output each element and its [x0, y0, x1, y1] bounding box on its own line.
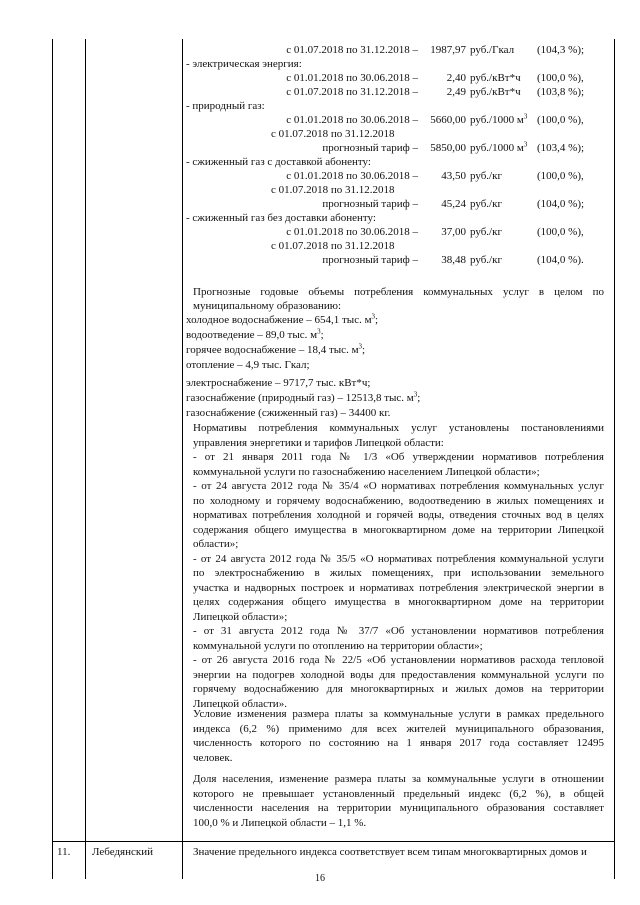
table-divider-2 — [182, 39, 183, 879]
tariff-value: 5850,00 — [430, 142, 466, 154]
paragraph-line: Нормативы потребления коммунальных услуг установлены постановлениями — [193, 422, 604, 434]
tariff-unit: руб./1000 $м^3$ — [470, 140, 528, 154]
tariff-percent: (100,0 %), — [537, 114, 584, 126]
tariff-value: 43,50 — [441, 170, 466, 182]
paragraph-line: - от 24 августа 2012 года № 35/5 «О нормативах потребления коммунальной услуги — [193, 552, 604, 565]
volume-item: холодное водоснабжение – 654,1 тыс. $м^3$; — [186, 312, 379, 326]
table-row-separator — [52, 841, 615, 842]
paragraph-line: - от 26 августа 2016 года № 22/5 «Об установлении нормативов расхода тепловой — [193, 654, 604, 666]
superscript: 3 — [413, 390, 418, 399]
superscript: 3 — [371, 312, 376, 321]
tariff-unit: руб./кг — [470, 198, 502, 210]
paragraph-line: по холодному и горячему водоснабжению, водоотведению в жилых помещениях и — [193, 494, 604, 507]
tariff-value: 2,49 — [446, 86, 466, 98]
volume-item: электроснабжение – 9717,7 тыс. кВт*ч; — [186, 377, 371, 389]
tariff-period: с 01.07.2018 по 31.12.2018 – — [286, 86, 418, 98]
tariff-value: 45,24 — [441, 198, 466, 210]
tariff-unit: руб./кВт*ч — [470, 86, 521, 98]
paragraph-line: энергии на подогрев холодной воды для предоставления коммунальной услуги по — [193, 668, 604, 681]
tariff-period: с 01.01.2018 по 30.06.2018 – — [286, 114, 418, 126]
paragraph-line: управления энергетики и тарифов Липецкой области: — [193, 436, 444, 449]
paragraph-line: Липецкой области». — [193, 697, 287, 710]
volume-item: горячее водоснабжение – 18,4 тыс. $м^3$; — [186, 342, 366, 356]
tariff-value: 2,40 — [446, 72, 466, 84]
tariff-period: с 01.01.2018 по 30.06.2018 – — [286, 226, 418, 238]
tariff-period: прогнозный тариф – — [322, 198, 418, 210]
tariff-percent: (104,0 %). — [537, 254, 584, 266]
paragraph-line: Условие изменения размера платы за коммунальные услуги в рамках предельного — [193, 708, 604, 720]
tariff-percent: (104,3 %); — [537, 44, 585, 56]
paragraph-line: нормативах потребления холодной и горячей воды, отведения сточных вод в целях — [193, 509, 604, 521]
tariff-value: 38,48 — [441, 254, 466, 266]
paragraph-line: участка и надворных построек и нормативах потребления электрической энергии в — [193, 581, 604, 594]
paragraph-line: коммунальной услуги по газоснабжению населением Липецкой области»; — [193, 465, 540, 478]
paragraph-line: численности населения на территории муниципального образования составляет — [193, 802, 604, 814]
tariff-heading: - электрическая энергия: — [186, 58, 302, 70]
table-border-right — [614, 39, 615, 879]
tariff-unit: руб./кг — [470, 170, 502, 182]
tariff-unit: руб./кг — [470, 254, 502, 266]
superscript: 3 — [358, 342, 363, 351]
tariff-unit: руб./Гкал — [470, 44, 515, 56]
paragraph-line: - от 24 августа 2012 года № 35/4 «О нормативах потребления коммунальных услуг — [193, 480, 604, 492]
paragraph-line: - от 21 января 2011 года № 1/3 «Об утверждении нормативов потребления — [193, 451, 604, 463]
tariff-unit: руб./кг — [470, 226, 502, 238]
tariff-period: прогнозный тариф – — [322, 254, 418, 266]
paragraph-line: 100,0 % и Липецкой области – 1,1 %. — [193, 816, 367, 829]
tariff-percent: (103,4 %); — [537, 142, 585, 154]
paragraph-line: - от 31 августа 2012 года № 37/7 «Об установлении нормативов потребления — [193, 625, 604, 637]
volume-item: газоснабжение (сжиженный газ) – 34400 кг. — [186, 407, 391, 419]
tariff-period: с 01.07.2018 по 31.12.2018 — [271, 184, 395, 196]
volume-item: отопление – 4,9 тыс. Гкал; — [186, 359, 310, 371]
tariff-percent: (103,8 %); — [537, 86, 585, 98]
superscript: 3 — [317, 327, 321, 336]
table-divider-1 — [85, 39, 86, 879]
paragraph-line: целях содержания общего имущества в многоквартирном доме на территории — [193, 596, 604, 608]
tariff-heading: - природный газ: — [186, 100, 265, 112]
paragraph-line: Доля населения, изменение размера платы за коммунальные услуги в отношении — [193, 773, 604, 785]
paragraph-line: горячему водоснабжению для многоквартирных и жилых домов на территории — [193, 683, 604, 695]
tariff-percent: (104,0 %); — [537, 198, 585, 210]
tariff-percent: (100,0 %), — [537, 170, 584, 182]
paragraph-line: по электроснабжению в жилых помещениях, при использовании земельного — [193, 567, 604, 579]
tariff-percent: (100,0 %), — [537, 72, 584, 84]
tariff-period: с 01.07.2018 по 31.12.2018 – — [286, 44, 418, 56]
page-number: 16 — [315, 873, 325, 884]
superscript: 3 — [523, 112, 528, 121]
paragraph-line: которого не превышает установленный предельный индекс (6,2 %), в общей — [193, 787, 604, 800]
volume-item: водоотведение – 89,0 тыс. $м^3$; — [186, 327, 324, 341]
tariff-unit: руб./1000 $м^3$ — [470, 112, 528, 126]
tariff-value: 1987,97 — [430, 44, 466, 56]
tariff-period: с 01.07.2018 по 31.12.2018 — [271, 128, 395, 140]
tariff-period: с 01.01.2018 по 30.06.2018 – — [286, 170, 418, 182]
superscript: 3 — [523, 140, 528, 149]
table-border-left — [52, 39, 53, 879]
paragraph-line: коммунальной услуги по отоплению на территории области»; — [193, 639, 483, 652]
paragraph-line: человек. — [193, 751, 233, 764]
tariff-percent: (100,0 %), — [537, 226, 584, 238]
tariff-value: 37,00 — [441, 226, 466, 238]
tariff-value: 5660,00 — [430, 114, 466, 126]
tariff-period: с 01.07.2018 по 31.12.2018 — [271, 240, 395, 252]
tariff-heading: - сжиженный газ с доставкой абоненту: — [186, 156, 371, 168]
tariff-unit: руб./кВт*ч — [470, 72, 521, 84]
district-name: Лебедянский — [92, 846, 153, 858]
volumes-intro: Прогнозные годовые объемы потребления коммунальных услуг в целом по муниципальному образованию: — [193, 286, 604, 312]
paragraph-line: содержания общего имущества в многоквартирном доме на территории Липецкой — [193, 523, 604, 536]
paragraph-line: численность которого по состоянию на 1 января 2017 года составляет 12495 — [193, 737, 604, 749]
tariff-period: с 01.01.2018 по 30.06.2018 – — [286, 72, 418, 84]
tariff-heading: - сжиженный газ без доставки абоненту: — [186, 212, 376, 224]
row-text: Значение предельного индекса соответствует всем типам многоквартирных домов и — [193, 846, 587, 858]
tariff-period: прогнозный тариф – — [322, 142, 418, 154]
volume-item: газоснабжение (природный газ) – 12513,8 тыс. $м^3$; — [186, 390, 421, 404]
paragraph-line: индекса (6,2 %) применимо для всех жителей муниципального образования, — [193, 722, 604, 735]
row-number: 11. — [57, 846, 71, 858]
paragraph-line: Липецкой области»; — [193, 610, 288, 623]
paragraph-line: области»; — [193, 538, 239, 550]
